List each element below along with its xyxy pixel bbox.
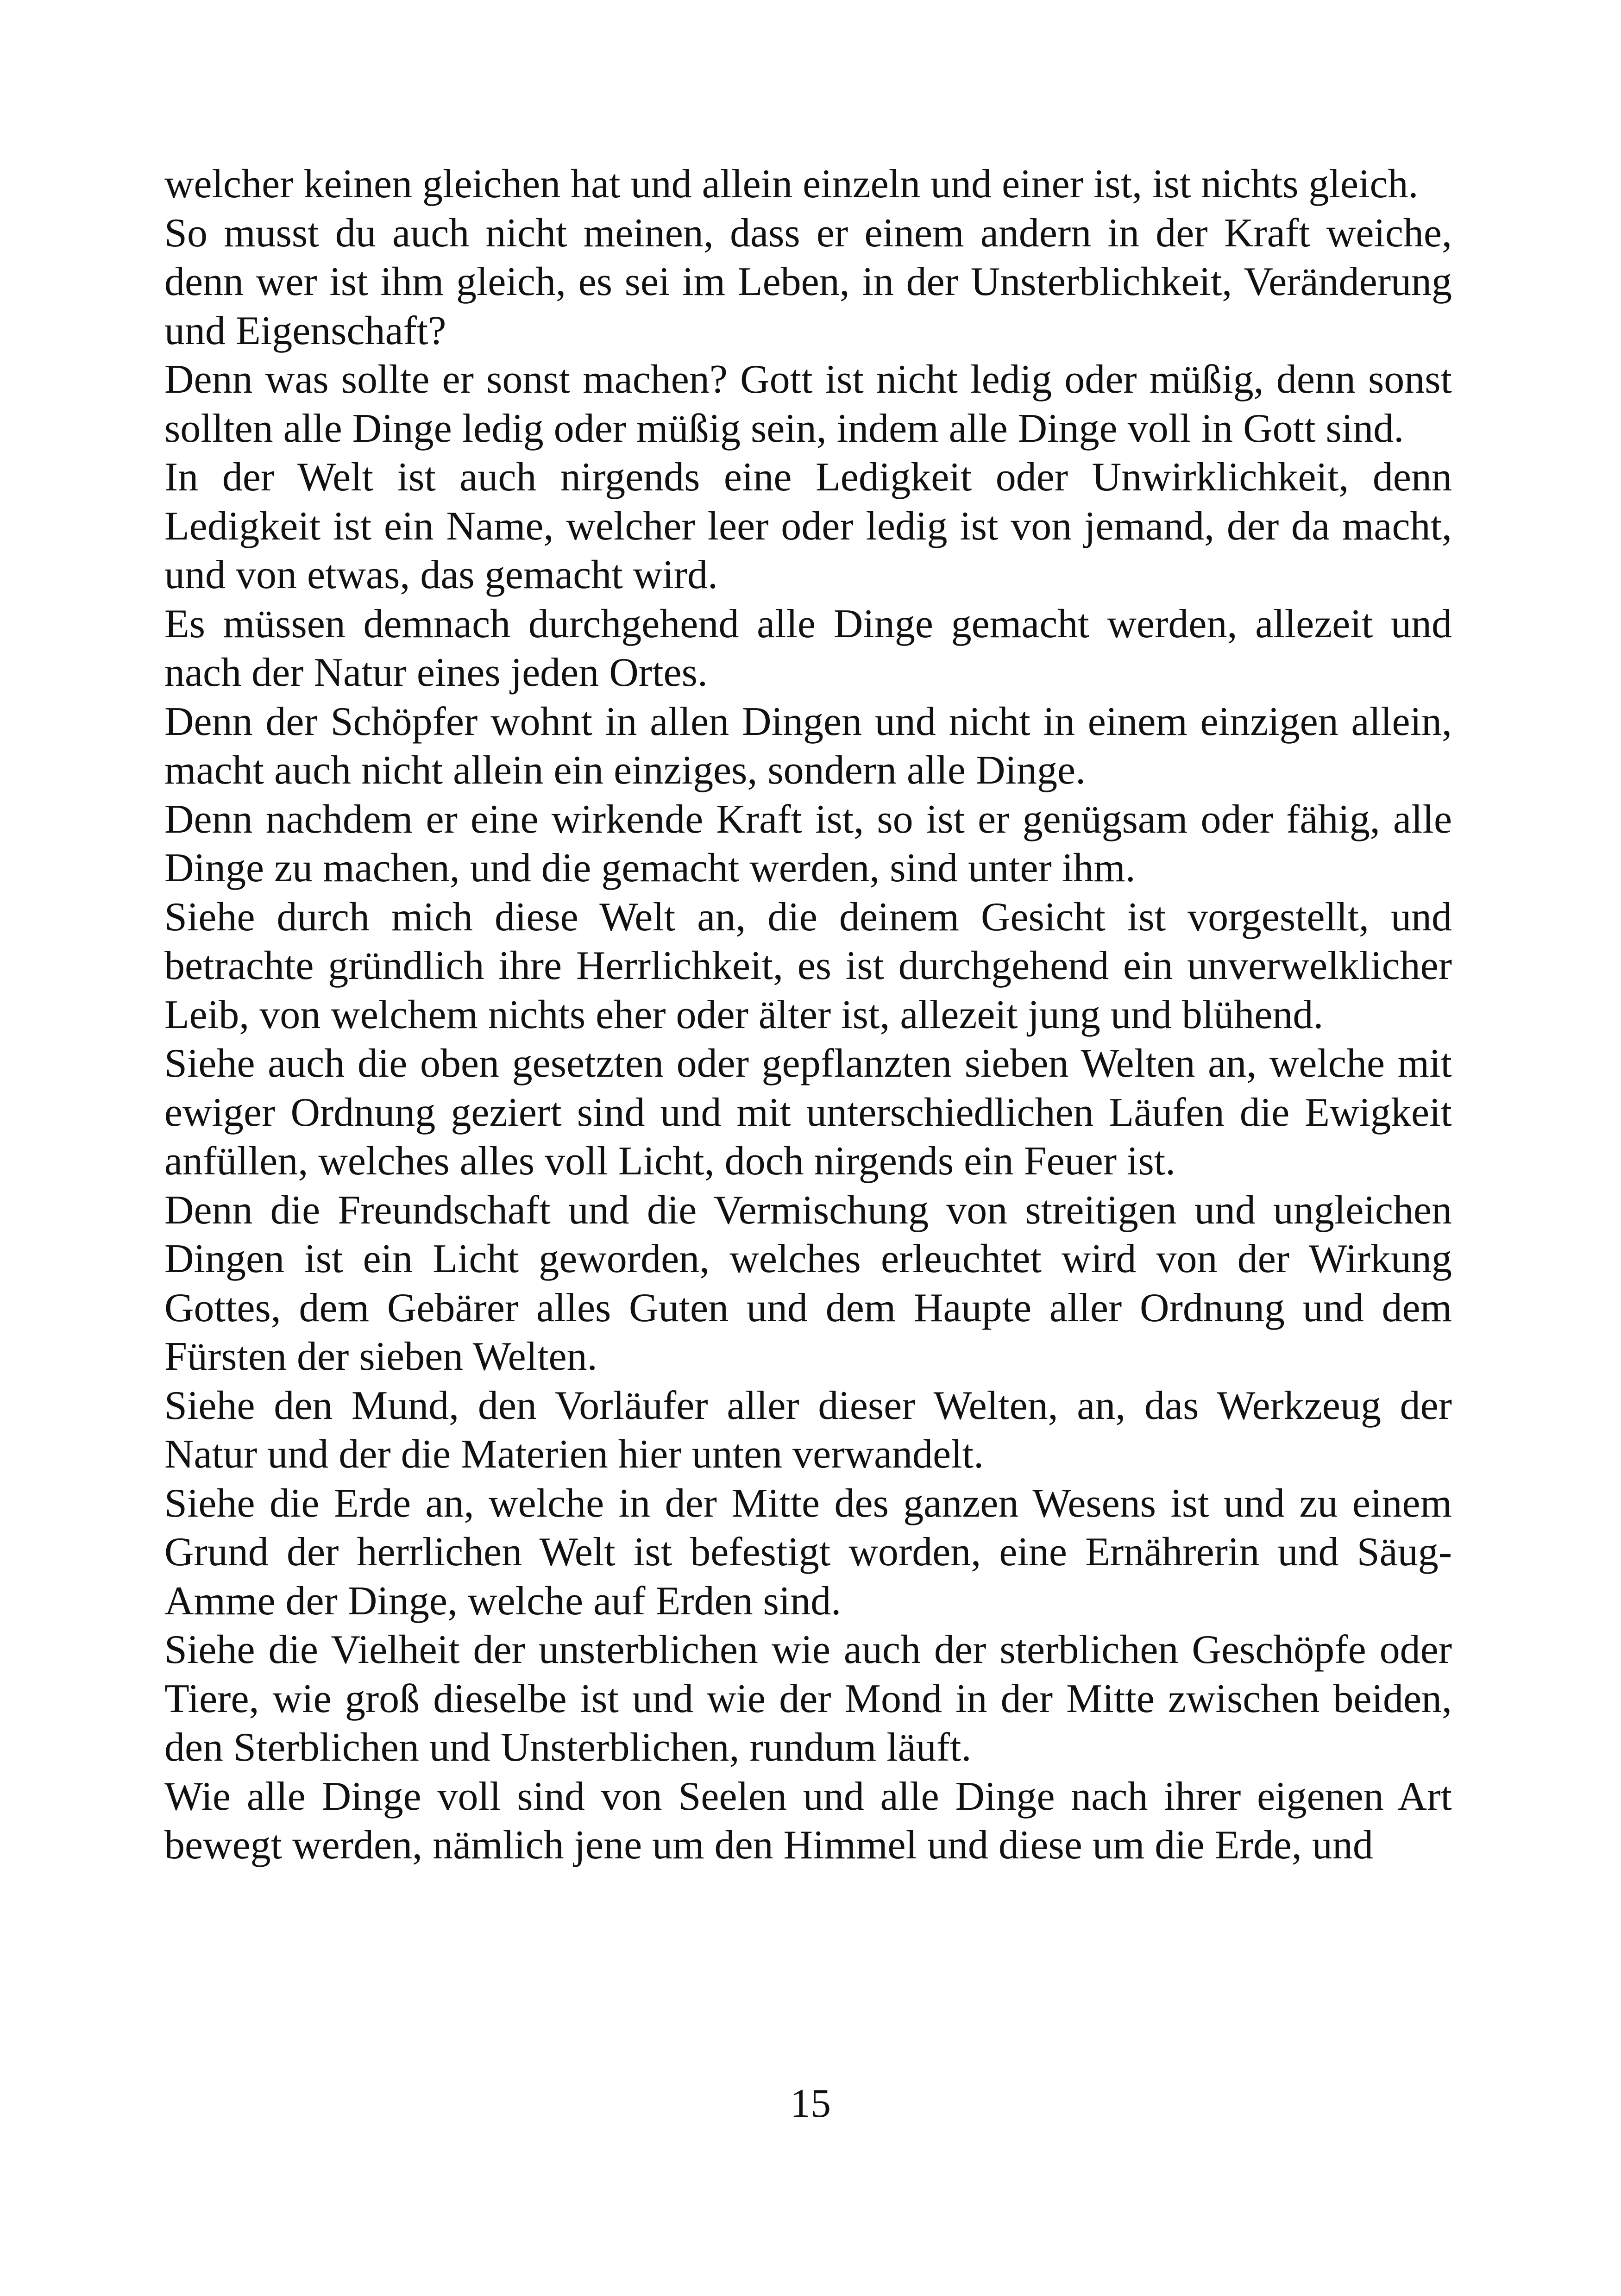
paragraph: Denn der Schöpfer wohnt in allen Dingen und nicht in einem einzigen allein, macht auch nicht allein ein einziges, sondern alle Dinge. — [164, 699, 1452, 793]
paragraph: Wie alle Dinge voll sind von Seelen und alle Dinge nach ihrer eigenen Art bewegt werden, nämlich jene um den Himmel und diese um die Erde, und — [164, 1774, 1452, 1868]
paragraph: So musst du auch nicht meinen, dass er einem andern in der Kraft weiche, denn wer ist ihm gleich, es sei im Leben, in der Unsterblichkeit, Veränderung und Eigenschaft? — [164, 210, 1452, 353]
paragraph: Siehe die Vielheit der unsterblichen wie auch der sterblichen Geschöpfe oder Tiere, wie groß dieselbe ist und wie der Mond in der Mitte zwischen beiden, den Sterblichen und Unsterblichen, rundum läuft. — [164, 1627, 1452, 1770]
paragraph: Siehe auch die oben gesetzten oder gepflanzten sieben Welten an, welche mit ewiger Ordnung geziert sind und mit unterschiedlichen Läufen die Ewigkeit anfüllen, welches alles voll Licht, doch nirgends ein Feuer ist. — [164, 1041, 1452, 1184]
paragraph: Denn die Freundschaft und die Vermischung von streitigen und ungleichen Dingen ist ein Licht geworden, welches erleuchtet wird von der Wirkung Gottes, dem Gebärer alles Guten und dem Haupte aller Ordnung und dem Fürsten der sieben Welten. — [164, 1187, 1452, 1379]
paragraph: Siehe durch mich diese Welt an, die deinem Gesicht ist vorgestellt, und betrachte gründlich ihre Herrlichkeit, es ist durchgehend ein unverwelklicher Leib, von welchem nichts eher oder älter ist, allezeit jung und blühend. — [164, 894, 1452, 1037]
paragraph: In der Welt ist auch nirgends eine Ledigkeit oder Unwirklichkeit, denn Ledigkeit ist ein Name, welcher leer oder ledig ist von jemand, der da macht, und von etwas, das gemacht wird. — [164, 455, 1452, 597]
paragraph: Denn nachdem er eine wirkende Kraft ist, so ist er genügsam oder fähig, alle Dinge zu machen, und die gemacht werden, sind unter ihm. — [164, 797, 1452, 891]
paragraph: Siehe den Mund, den Vorläufer aller dieser Welten, an, das Werkzeug der Natur und der die Materien hier unten verwandelt. — [164, 1383, 1452, 1477]
paragraph: Denn was sollte er sonst machen? Gott ist nicht ledig oder müßig, denn sonst sollten alle Dinge ledig oder müßig sein, indem alle Dinge voll in Gott sind. — [164, 357, 1452, 451]
paragraph: welcher keinen gleichen hat und allein einzeln und einer ist, ist nichts gleich. — [164, 162, 1419, 207]
paragraph: Es müssen demnach durchgehend alle Dinge gemacht werden, allezeit und nach der Natur eines jeden Ortes. — [164, 601, 1452, 695]
body-text — [164, 160, 1452, 1870]
paragraph: Siehe die Erde an, welche in der Mitte des ganzen Wesens ist und zu einem Grund der herrlichen Welt ist befestigt worden, eine Ernährerin und Säug-Amme der Dinge, welche auf Erden sind. — [164, 1480, 1452, 1624]
page-number: 15 — [790, 2081, 831, 2126]
